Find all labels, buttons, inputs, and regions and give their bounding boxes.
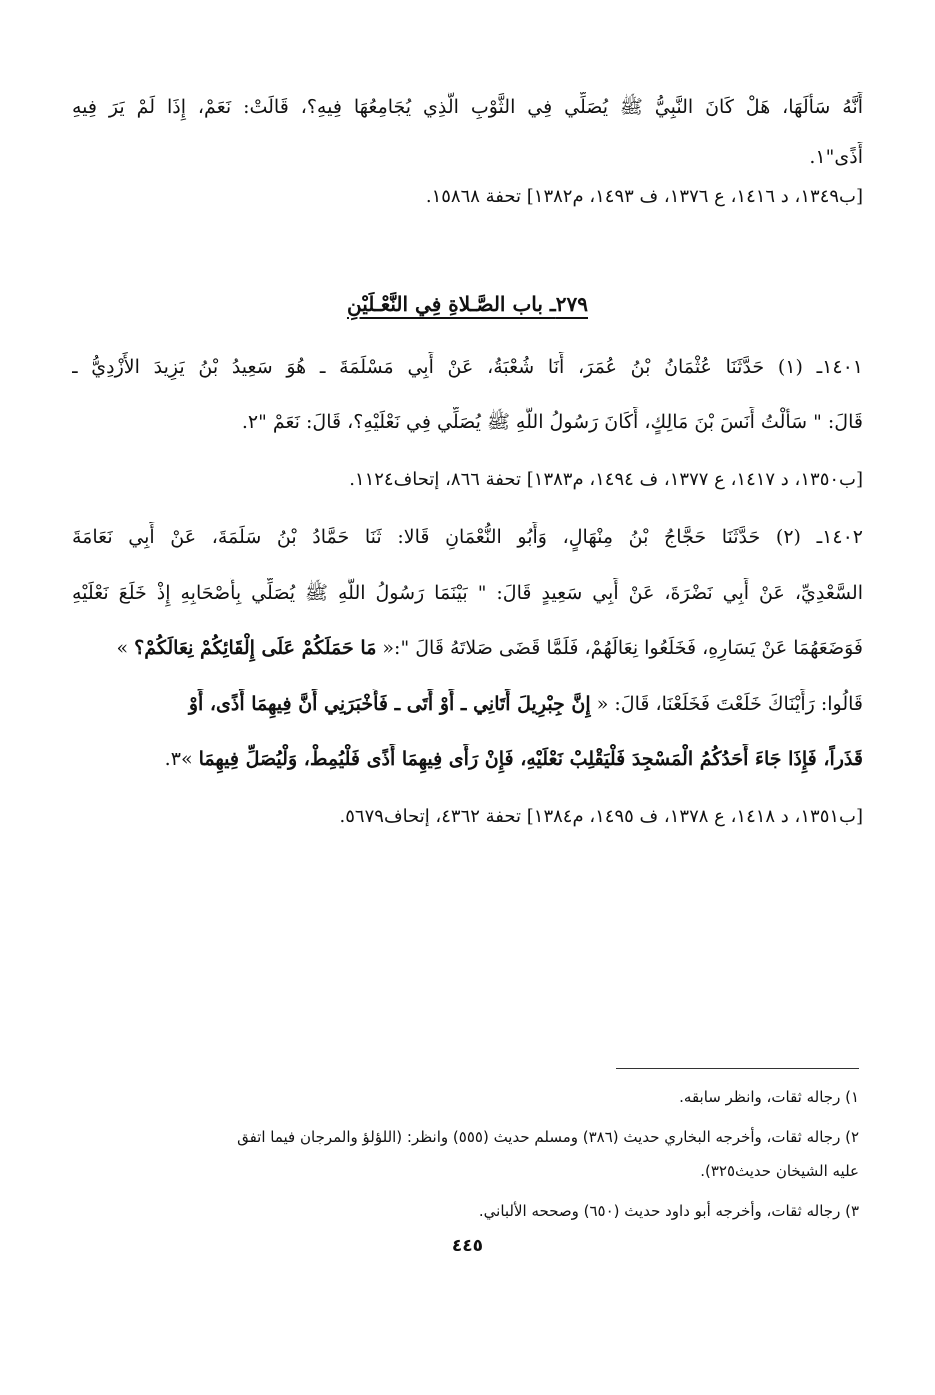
reference-line: [ب١٣٥٠، د ١٤١٧، ع ١٣٧٧، ف ١٤٩٤، م١٣٨٣] تحفة ٨٦٦، إتحاف١١٢٤.: [349, 469, 863, 490]
prophetic-speech: إِنَّ جِبْرِيلَ أَتَانِي ـ أَوْ أَتَى ـ فَأَخْبَرَنِي أَنَّ فِيهِمَا أَذًى، أَوْ: [188, 693, 591, 715]
reference-line: [ب١٣٥١، د ١٤١٨، ع ١٣٧٨، ف ١٤٩٥، م١٣٨٤] تحفة ٤٣٦٢، إتحاف٥٦٧٩.: [339, 806, 863, 827]
text-span: »: [116, 637, 129, 659]
footnote-2: ٢) رجاله ثقات، وأخرجه البخاري حديث (٣٨٦) ومسلم حديث (٥٥٥) وانظر: (اللؤلؤ والمرجان فيما اتفق: [237, 1128, 859, 1146]
hadith-1402-line: ١٤٠٢ـ (٢) حَدَّثَنَا حَجَّاجُ بْنُ مِنْهَالٍ، وَأَبُو النُّعْمَانِ قَالا: ثَنَا حَمَّادُ بْنُ سَلَمَةَ، عَنْ أَبِي نَعَامَةَ: [72, 526, 863, 548]
prophetic-speech: مَا حَمَلَكُمْ عَلَى إِلْقَائِكُمْ نِعَالَكُمْ؟: [134, 637, 377, 659]
hadith-1402-line: [72, 689, 863, 719]
prophetic-speech: قَذَراً، فَإِذَا جَاءَ أَحَدُكُمُ الْمَسْجِدَ فَلْيَقْلِبْ نَعْلَيْهِ، فَإِنْ رَأَى فِيهِمَا أَذًى فَلْيُمِطْ، وَلْيُصَلِّ فِيهِمَا: [198, 748, 863, 770]
text-line: أَذًى"١.: [809, 146, 863, 168]
footnote-1: ١) رجاله ثقات، وانظر سابقه.: [679, 1088, 859, 1106]
text-span: قَالُوا: رَأَيْنَاكَ خَلَعْتَ فَخَلَعْنَا، قَالَ: «: [596, 693, 863, 715]
text-span: فَوَضَعَهُمَا عَنْ يَسَارِهِ، فَخَلَعُوا نِعَالَهُمْ، فَلَمَّا قَضَى صَلاتَهُ قَالَ ":«: [382, 637, 863, 659]
reference-line: [ب١٣٤٩، د ١٤١٦، ع ١٣٧٦، ف ١٤٩٣، م١٣٨٢] تحفة ١٥٨٦٨.: [425, 186, 863, 207]
hadith-1401-line: قَالَ: " سَأَلْتُ أَنَسَ بْنَ مَالِكٍ، أَكَانَ رَسُولُ اللَّهِ ﷺ يُصَلِّي فِي نَعْلَيْهِ؟، قَالَ: نَعَمْ "٢.: [241, 411, 863, 433]
footnote-2-continued: عليه الشيخان حديث٣٢٥).: [700, 1162, 859, 1180]
hadith-1402-line: [72, 744, 863, 774]
hadith-1402-line: السَّعْدِيِّ، عَنْ أَبِي نَضْرَةَ، عَنْ أَبِي سَعِيدٍ قَالَ: " بَيْنَمَا رَسُولُ اللَّهِ ﷺ يُصَلِّي بِأَصْحَابِهِ إِذْ خَلَعَ نَعْلَيْهِ: [72, 582, 863, 604]
hadith-1402-line: [72, 633, 863, 663]
chapter-heading: ٢٧٩ـ باب الصَّـلاةِ فِي النَّعْـلَيْنِ: [346, 292, 588, 316]
text-span: »٣.: [164, 748, 193, 770]
footnote-3: ٣) رجاله ثقات، وأخرجه أبو داود حديث (٦٥٠) وصححه الألباني.: [478, 1202, 859, 1220]
text-line: أَنَّهُ سَأَلَهَا، هَلْ كَانَ النَّبِيُّ ﷺ يُصَلِّي فِي الثَّوْبِ الَّذِي يُجَامِعُهَا فِيهِ؟، قَالَتْ: نَعَمْ، إِذَا لَمْ يَرَ فِيهِ: [72, 96, 863, 118]
footnote-separator: [616, 1068, 859, 1069]
page-number: ٤٤٥: [451, 1236, 484, 1256]
hadith-1401-line: ١٤٠١ـ (١) حَدَّثَنَا عُثْمَانُ بْنُ عُمَرَ، أَنَا شُعْبَةُ، عَنْ أَبِي مَسْلَمَةَ ـ هُوَ سَعِيدُ بْنُ يَزِيدَ الأَزْدِيُّ ـ: [72, 356, 863, 378]
